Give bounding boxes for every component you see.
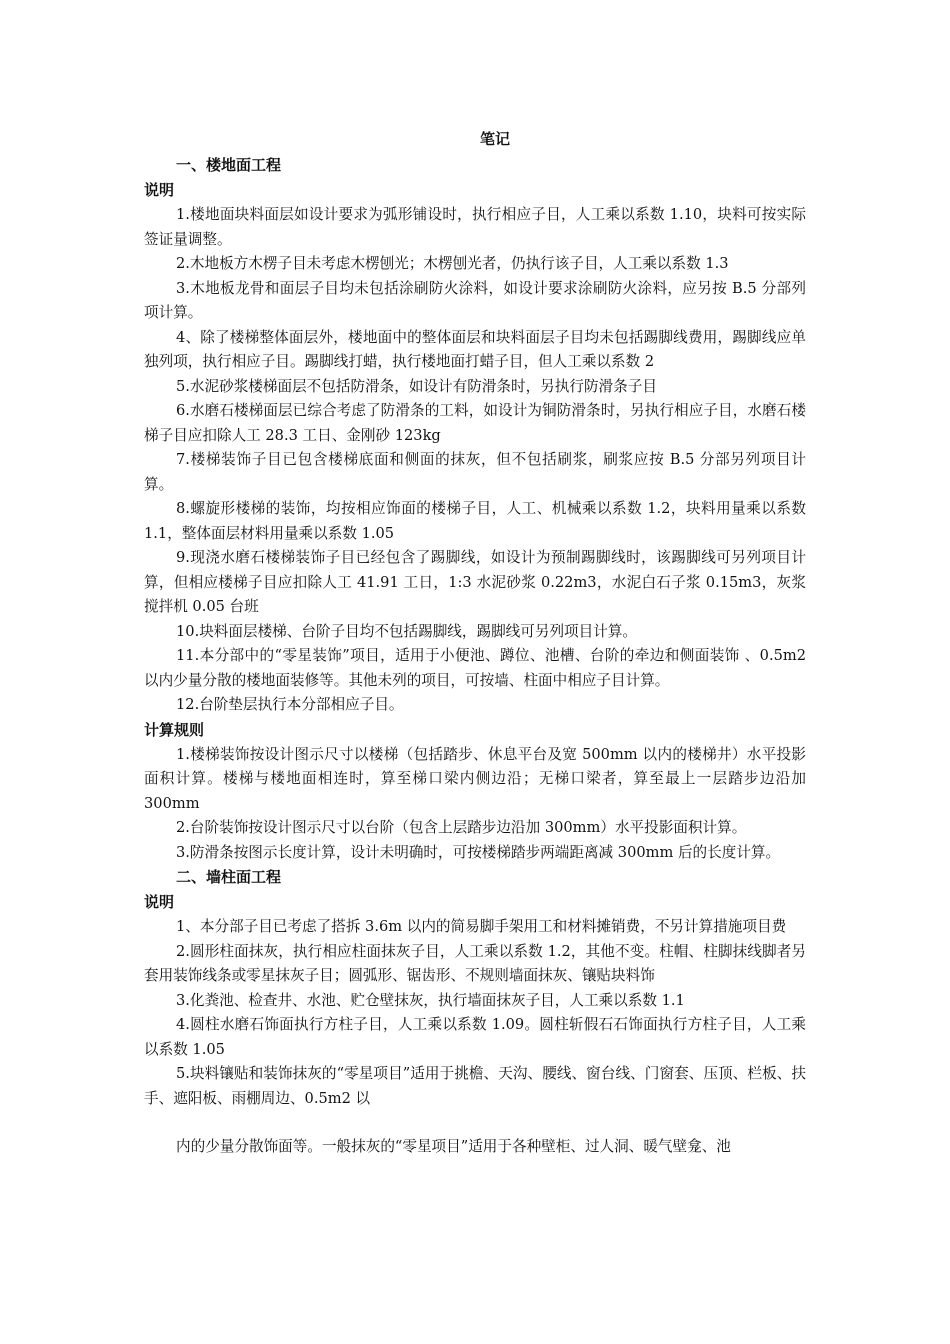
paragraph: 1.楼梯装饰按设计图示尺寸以楼梯（包括踏步、休息平台及宽 500mm 以内的楼梯井）水平投影面积计算。楼梯与楼地面相连时，算至梯口梁内侧边沿；无梯口梁者，算至最上一层踏步边沿加 300mm [144, 745, 806, 812]
paragraph: 6.水磨石楼梯面层已综合考虑了防滑条的工料，如设计为铜防滑条时，另执行相应子目，水磨石楼梯子目应扣除人工 28.3 工日、金刚砂 123kg [144, 402, 806, 444]
paragraph: 7.楼梯装饰子目已包含楼梯底面和侧面的抹灰，但不包括刷浆，刷浆应按 B.5 分部另列项目计算。 [144, 451, 806, 493]
paragraph: 4.圆柱水磨石饰面执行方柱子目，人工乘以系数 1.09。圆柱斩假石石饰面执行方柱子目，人工乘以系数 1.05 [144, 1016, 806, 1058]
paragraph: 10.块料面层楼梯、台阶子目均不包括踢脚线，踢脚线可另列项目计算。 [176, 622, 638, 640]
paragraph: 2.木地板方木楞子目未考虑木楞刨光；木楞刨光者，仍执行该子目，人工乘以系数 1.3 [176, 255, 729, 272]
paragraph-continuation: 内的少量分散饰面等。一般抹灰的“零星项目”适用于各种壁柜、过人洞、暖气壁龛、池 [176, 1138, 731, 1155]
notes-label: 说明 [144, 893, 175, 911]
calculation-rules-label: 计算规则 [144, 720, 205, 739]
paragraph: 2.圆形柱面抹灰，执行相应柱面抹灰子目，人工乘以系数 1.2，其他不变。柱帽、柱脚抹线脚者另套用装饰线条或零星抹灰子目；圆弧形、锯齿形、不规则墙面抹灰、镶贴块料饰 [144, 942, 806, 984]
paragraph: 3.化粪池、检查井、水池、贮仓壁抹灰，执行墙面抹灰子目，人工乘以系数 1.1 [176, 991, 685, 1009]
paragraph: 11.本分部中的“零星装饰”项目，适用于小便池、蹲位、池槽、台阶的牵边和侧面装饰 、0.5m2 以内少量分散的楼地面装修等。其他未列的项目，可按墙、柱面中相应子目计算。 [144, 647, 806, 689]
paragraph: 1.楼地面块料面层如设计要求为弧形铺设时，执行相应子目，人工乘以系数 1.10，块料可按实际签证量调整。 [144, 206, 806, 248]
section-heading-floor: 一、楼地面工程 [176, 156, 282, 174]
paragraph: 8.螺旋形楼梯的装饰，均按相应饰面的楼梯子目，人工、机械乘以系数 1.2，块料用量乘以系数 1.1，整体面层材料用量乘以系数 1.05 [144, 500, 806, 542]
paragraph: 3.木地板龙骨和面层子目均未包括涂刷防火涂料，如设计要求涂刷防火涂料，应另按 B.5 分部列项计算。 [144, 279, 806, 321]
paragraph: 3.防滑条按图示长度计算，设计未明确时，可按楼梯踏步两端距离减 300mm 后的长度计算。 [176, 843, 781, 861]
spacer [144, 1111, 806, 1135]
paragraph: 12.台阶垫层执行本分部相应子目。 [176, 696, 404, 713]
paragraph: 5.水泥砂浆楼梯面层不包括防滑条，如设计有防滑条时，另执行防滑条子目 [176, 377, 657, 395]
paragraph: 4、除了楼梯整体面层外，楼地面中的整体面层和块料面层子目均未包括踢脚线费用，踢脚线应单独列项，执行相应子目。踢脚线打蜡，执行楼地面打蜡子目，但人工乘以系数 2 [144, 328, 806, 370]
notes-label: 说明 [144, 181, 175, 199]
paragraph: 1、本分部子目已考虑了搭拆 3.6m 以内的简易脚手架用工和材料摊销费，不另计算措施项目费 [176, 918, 787, 935]
paragraph: 2.台阶装饰按设计图示尺寸以台阶（包含上层踏步边沿加 300mm）水平投影面积计算。 [176, 819, 747, 836]
paragraph: 9.现浇水磨石楼梯装饰子目已经包含了踢脚线，如设计为预制踢脚线时，该踢脚线可另列项目计算，但相应楼梯子目应扣除人工 41.91 工日，1:3 水泥砂浆 0.22m3，水泥白石子浆 0.15m3，灰浆搅拌机 0.05 台班 [144, 549, 806, 615]
document-title: 笔记 [479, 130, 510, 148]
section-heading-wall: 二、墙柱面工程 [176, 868, 282, 886]
paragraph: 5.块料镶贴和装饰抹灰的“零星项目”适用于挑檐、天沟、腰线、窗台线、门窗套、压顶、栏板、扶手、遮阳板、雨棚周边、0.5m2 以 [144, 1065, 806, 1107]
